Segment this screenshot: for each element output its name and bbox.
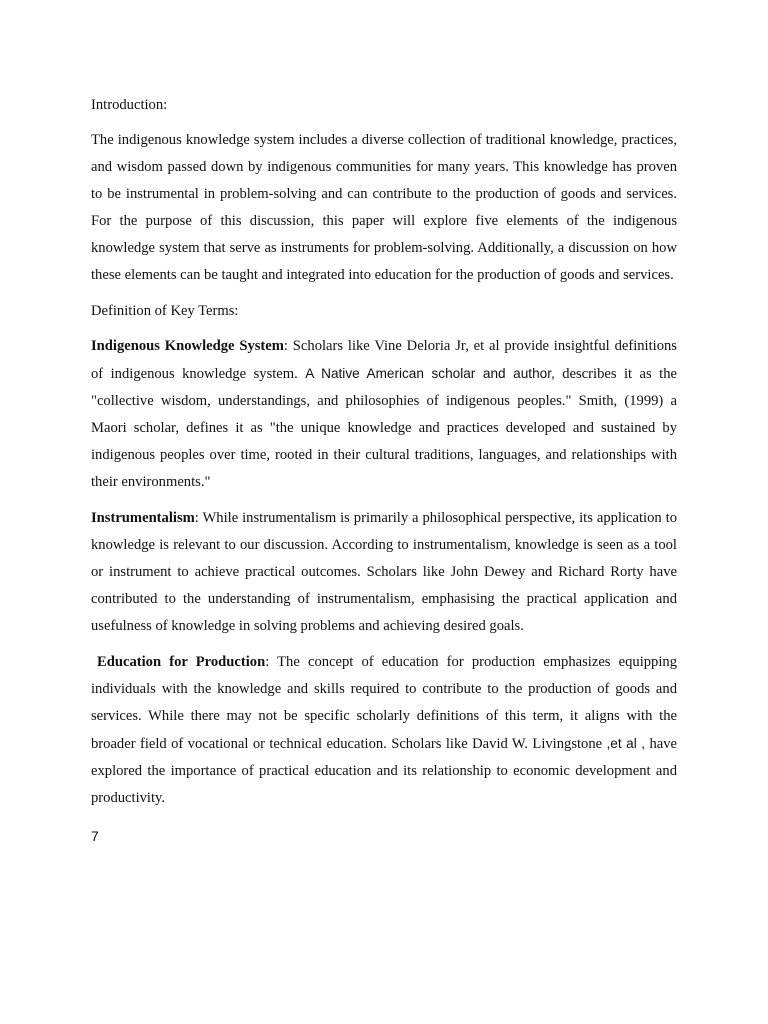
page-content: [91, 92, 677, 846]
definition-text: have explored the importance of practical education and its relationship to economic development and productivity.: [91, 736, 678, 806]
definition-text: : While instrumentalism is primarily a philosophical perspective, its application to knowledge is relevant to our discussion. According to instrumentalism, knowledge is seen as a tool or instrument to achieve practical outcomes. Scholars like John Dewey and Richard Rorty have contributed to the understanding of instrumentalism, emphasising the practical application and usefulness of knowledge in solving problems and achieving desired goals.: [91, 510, 677, 634]
definition-instrumentalism: [91, 505, 677, 640]
page-number: 7: [91, 828, 99, 844]
introduction-paragraph: The indigenous knowledge system includes a diverse collection of traditional knowledge, practices, and wisdom passed down by indigenous communities for many years. This knowledge has proven to be instrumental in problem-solving and can contribute to the production of goods and services. For the purpose of this discussion, this paper will explore five elements of the indigenous knowledge system that serve as instruments for problem-solving. Additionally, a discussion on how these elements can be taught and integrated into education for the production of goods and services.: [91, 132, 677, 283]
term-education-for-production: Education for Production: [97, 654, 266, 670]
term-instrumentalism: Instrumentalism: [91, 510, 195, 526]
definition-education-for-production: [91, 649, 677, 812]
introduction-heading: Introduction:: [91, 97, 168, 113]
definition-text: : Scholars like Vine Deloria Jr, et al provide insightful definitions of indigenous knowledge system.: [91, 338, 677, 382]
definition-text: : The concept of education for production emphasizes equipping individuals with the knowledge and skills required to contribute to the production of goods and services. While there may not be specific scholarly definitions of this term, it aligns with the broader field of vocational or technical education. Scholars like David W. Livingstone: [91, 654, 678, 752]
definition-text-sans: A Native American scholar and author,: [305, 366, 555, 381]
definition-indigenous-knowledge-system: [91, 333, 677, 496]
definition-text-sans: ,et al ,: [606, 736, 646, 751]
definitions-heading: Definition of Key Terms:: [91, 303, 239, 319]
term-indigenous-knowledge-system: Indigenous Knowledge System: [91, 338, 284, 354]
definition-text: describes it as the "collective wisdom, understandings, and philosophies of indigenous peoples." Smith, (1999) a Maori scholar, defines it as "the unique knowledge and practices developed and sustained by indigenous peoples over time, rooted in their cultural traditions, languages, and relationships with their environments.": [91, 366, 677, 490]
